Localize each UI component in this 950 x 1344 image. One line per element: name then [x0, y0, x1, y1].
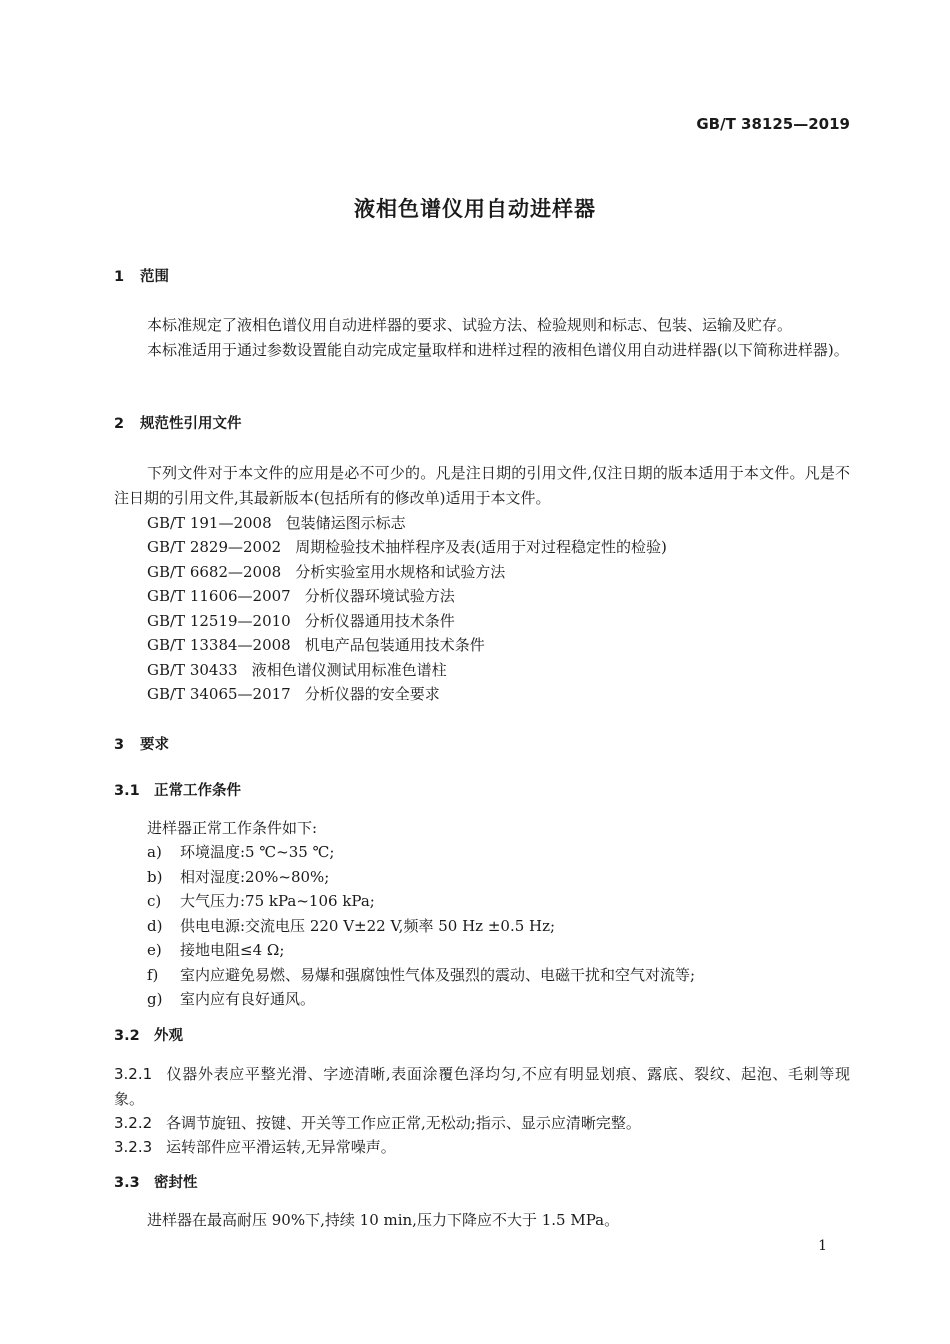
page-number: 1	[818, 1238, 827, 1254]
reference-code: GB/T 11606—2007	[147, 587, 291, 605]
item-text: 供电电源:交流电压 220 V±22 V,频率 50 Hz ±0.5 Hz;	[180, 917, 556, 935]
reference-name: 液相色谱仪测试用标准色谱柱	[251, 661, 447, 679]
reference-name: 分析实验室用水规格和试验方法	[295, 563, 506, 581]
section-title: 要求	[140, 737, 169, 753]
reference-code: GB/T 2829—2002	[147, 538, 282, 556]
subclause-text: 各调节旋钮、按键、开关等工作应正常,无松动;指示、显示应清晰完整。	[166, 1114, 641, 1132]
section-3-1-heading	[114, 781, 241, 801]
scope-paragraph-2: 本标准适用于通过参数设置能自动完成定量取样和进样过程的液相色谱仪用自动进样器(以下简称进样器)。	[147, 341, 849, 359]
item-label: e)	[147, 941, 162, 959]
references-intro: 下列文件对于本文件的应用是必不可少的。凡是注日期的引用文件,仅注日期的版本适用于本文件。凡是不注日期的引用文件,其最新版本(包括所有的修改单)适用于本文件。	[114, 464, 850, 507]
subclause-text: 运转部件应平滑运转,无异常噪声。	[166, 1138, 396, 1156]
section-number: 3	[114, 737, 125, 753]
section-3-3-heading	[114, 1173, 198, 1193]
condition-item	[147, 891, 375, 911]
item-text: 室内应避免易燃、易爆和强腐蚀性气体及强烈的震动、电磁干扰和空气对流等;	[180, 966, 696, 984]
subclause-number: 3.2.1	[114, 1065, 153, 1083]
reference-name: 分析仪器通用技术条件	[304, 612, 455, 630]
reference-item	[147, 513, 406, 533]
conditions-intro: 进样器正常工作条件如下:	[147, 819, 318, 837]
reference-item	[147, 660, 447, 680]
reference-code: GB/T 30433	[147, 661, 238, 679]
subclause-number: 3.2.3	[114, 1138, 153, 1156]
condition-item	[147, 916, 555, 936]
section-2-heading	[114, 414, 242, 434]
section-number: 3.1	[114, 783, 140, 799]
condition-item	[147, 842, 334, 862]
section-number: 2	[114, 416, 125, 432]
reference-code: GB/T 6682—2008	[147, 563, 282, 581]
section-title: 正常工作条件	[154, 783, 241, 799]
reference-code: GB/T 191—2008	[147, 514, 272, 532]
scope-paragraph-1: 本标准规定了液相色谱仪用自动进样器的要求、试验方法、检验规则和标志、包装、运输及贮存。	[147, 316, 793, 334]
subclause-text: 仪器外表应平整光滑、字迹清晰,表面涂覆色泽均匀,不应有明显划痕、露底、裂纹、起泡、毛刺等现象。	[114, 1065, 850, 1108]
reference-item	[147, 537, 667, 557]
condition-item	[147, 965, 695, 985]
section-3-2-heading	[114, 1026, 183, 1046]
subclause-3-2-3	[114, 1135, 850, 1160]
subclause-3-2-2	[114, 1111, 850, 1136]
item-text: 环境温度:5 ℃~35 ℃;	[180, 843, 335, 861]
section-3-heading	[114, 735, 169, 755]
section-title: 范围	[140, 269, 169, 285]
reference-item	[147, 684, 440, 704]
condition-item	[147, 940, 284, 960]
reference-name: 周期检验技术抽样程序及表(适用于对过程稳定性的检验)	[295, 538, 667, 556]
item-text: 接地电阻≤4 Ω;	[180, 941, 285, 959]
section-title: 规范性引用文件	[140, 416, 242, 432]
subclause-number: 3.2.2	[114, 1114, 153, 1132]
section-number: 3.2	[114, 1028, 140, 1044]
section-number: 1	[114, 269, 125, 285]
reference-name: 机电产品包装通用技术条件	[304, 636, 485, 654]
standard-number: GB/T 38125—2019	[696, 115, 850, 133]
condition-item	[147, 867, 329, 887]
reference-name: 分析仪器的安全要求	[304, 685, 440, 703]
subclause-3-2-1	[114, 1062, 850, 1111]
reference-name: 包装储运图示标志	[285, 514, 406, 532]
reference-item	[147, 611, 455, 631]
reference-item	[147, 586, 455, 606]
item-label: b)	[147, 868, 163, 886]
reference-code: GB/T 34065—2017	[147, 685, 291, 703]
item-label: a)	[147, 843, 162, 861]
item-text: 大气压力:75 kPa~106 kPa;	[180, 892, 375, 910]
reference-item	[147, 635, 485, 655]
sealing-paragraph: 进样器在最高耐压 90%下,持续 10 min,压力下降应不大于 1.5 MPa。	[147, 1211, 620, 1229]
item-label: d)	[147, 917, 163, 935]
reference-item	[147, 562, 505, 582]
item-label: g)	[147, 990, 163, 1008]
section-title: 外观	[154, 1028, 183, 1044]
item-label: c)	[147, 892, 162, 910]
item-text: 室内应有良好通风。	[180, 990, 316, 1008]
section-title: 密封性	[154, 1175, 198, 1191]
reference-name: 分析仪器环境试验方法	[304, 587, 455, 605]
section-1-heading	[114, 267, 169, 287]
item-text: 相对湿度:20%~80%;	[180, 868, 330, 886]
reference-code: GB/T 12519—2010	[147, 612, 291, 630]
section-number: 3.3	[114, 1175, 140, 1191]
document-title: 液相色谱仪用自动进样器	[354, 197, 596, 221]
condition-item	[147, 989, 315, 1009]
item-label: f)	[147, 966, 159, 984]
reference-code: GB/T 13384—2008	[147, 636, 291, 654]
